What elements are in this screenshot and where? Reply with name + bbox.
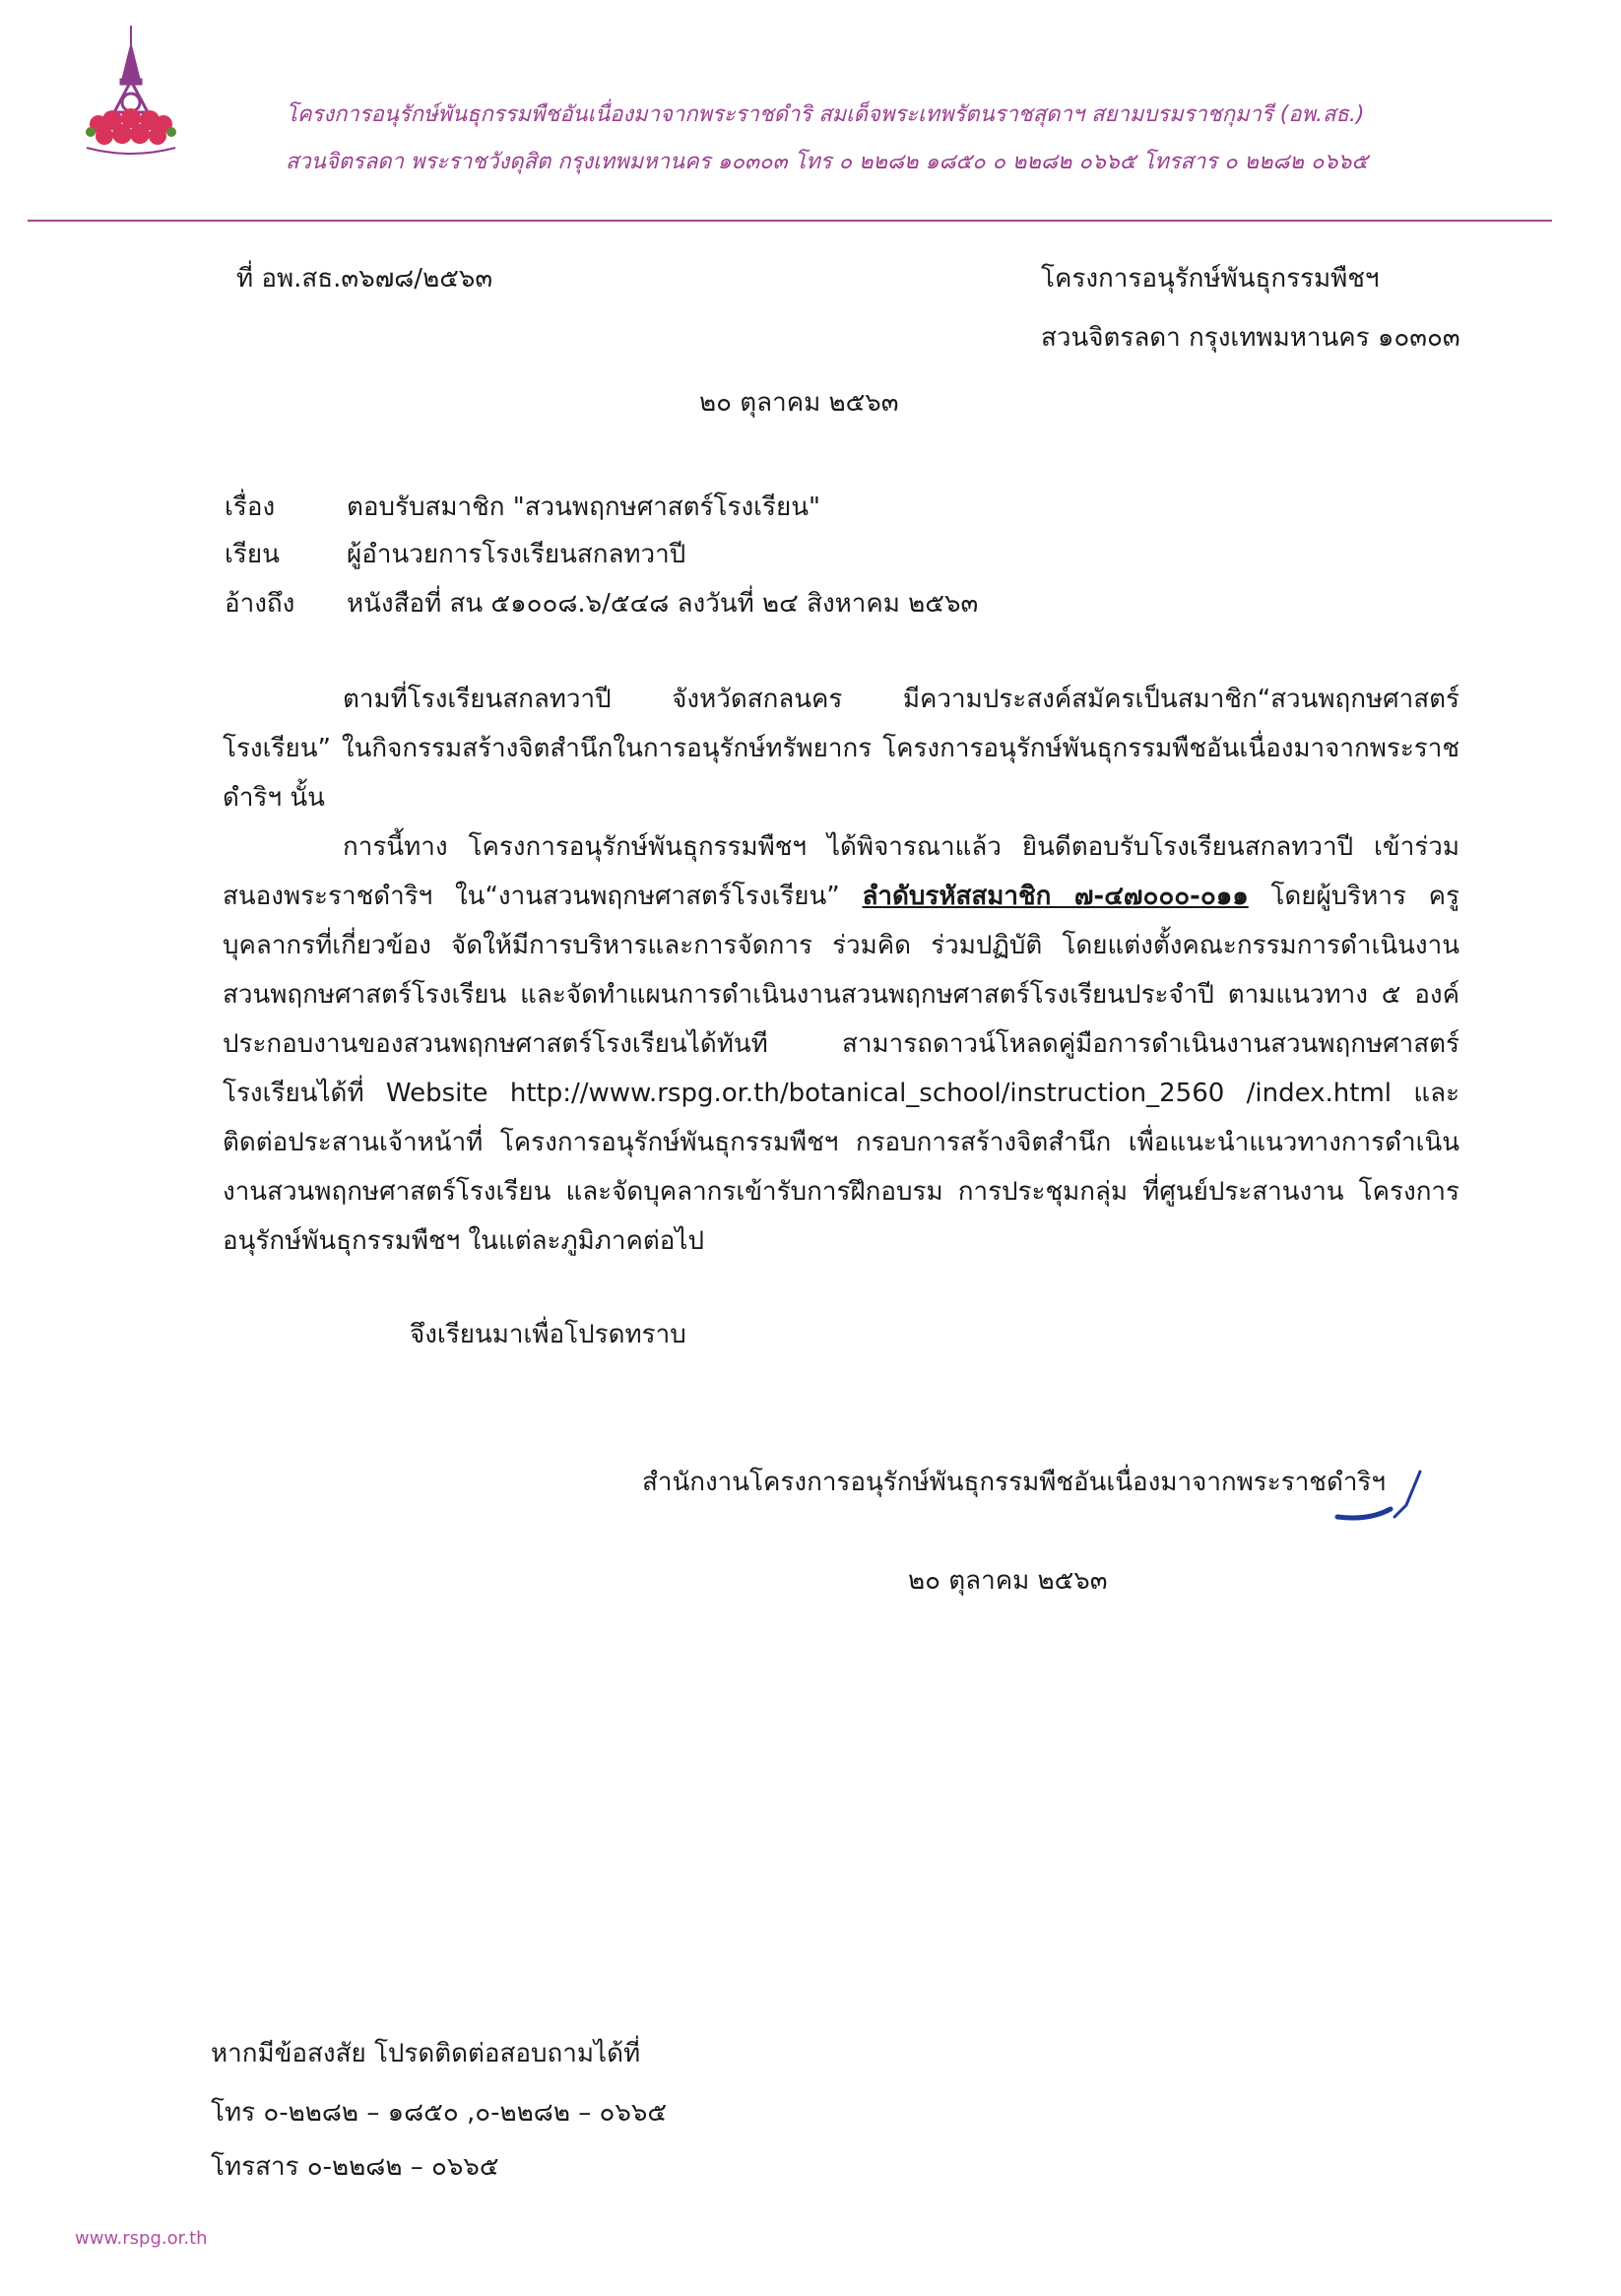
signature-mark-icon (1329, 1466, 1428, 1535)
signature-office: สำนักงานโครงการอนุรักษ์พันธุกรรมพืชอันเนื่องมาจากพระราชดำริฯ (642, 1468, 1386, 1497)
letterhead-divider (28, 220, 1552, 222)
closing-line: จึงเรียนมาเพื่อโปรดทราบ (410, 1320, 686, 1349)
subject-label: เรื่อง (225, 492, 276, 522)
reference-label: อ้างถึง (225, 589, 295, 619)
contact-heading: หากมีข้อสงสัย โปรดติดต่อสอบถามได้ที่ (211, 2039, 641, 2068)
body-paragraph-1: ตามที่โรงเรียนสกลทวาปี จังหวัดสกลนคร มีความประสงค์สมัครเป็นสมาชิก“สวนพฤกษศาสตร์โรงเรียน” ในกิจกรรมสร้างจิตสำนึกในการอนุรักษ์ทรัพยากร โครงการอนุรักษ์พันธุกรรมพืชอันเนื่องมาจากพระราชดำริฯ นั้น (223, 685, 1459, 813)
footer-website: www.rspg.or.th (75, 2228, 208, 2249)
body-paragraph-2-rest: โดยผู้บริหาร ครู บุคลากรที่เกี่ยวข้อง จัดให้มีการบริหารและการจัดการ ร่วมคิด ร่วมปฏิบัติ โดยแต่งตั้งคณะกรรมการดำเนินงานสวนพฤกษศาสตร์โรงเรียน และจัดทำแผนการดำเนินงานสวนพฤกษศาสตร์โรงเรียนประจำปี ตามแนวทาง ๕ องค์ประกอบงานของสวนพฤกษศาสตร์โรงเรียนได้ทันที สามารถดาวน์โหลดคู่มือการดำเนินงานสวนพฤกษศาสตร์โรงเรียนได้ที่ Website http://www.rspg.or.th/botanical_school/instruction_2560 /index.html และติดต่อประสานเจ้าหน้าที่ โครงการอนุรักษ์พันธุกรรมพืชฯ กรอบการสร้างจิตสำนึก เพื่อแนะนำแนวทางการดำเนินงานสวนพฤกษศาสตร์โรงเรียน และจัดบุคลากรเข้ารับการฝึกอบรม การประชุมกลุ่ม ที่ศูนย์ประสานงาน โครงการอนุรักษ์พันธุกรรมพืชฯ ในแต่ละภูมิภาคต่อไป (223, 882, 1460, 1256)
recipient-value: ผู้อำนวยการโรงเรียนสกลทวาปี (347, 540, 686, 569)
member-code: ลำดับรหัสสมาชิก ๗-๔๗๐๐๐-๐๑๑ (862, 882, 1249, 911)
subject-value: ตอบรับสมาชิก "สวนพฤกษศาสตร์โรงเรียน" (347, 492, 820, 522)
contact-telephone: โทร ๐-๒๒๘๒ – ๑๘๕๐ ,๐-๒๒๘๒ – ๐๖๖๕ (211, 2098, 668, 2128)
body-paragraph-2-intro: การนี้ทาง โครงการอนุรักษ์พันธุกรรมพืชฯ ได้พิจารณาแล้ว ยินดีตอบรับโรงเรียนสกลทวาปี เข้าร่วมสนองพระราชดำริฯ ใน“งานสวนพฤกษศาสตร์โรงเรียน” (223, 832, 1459, 911)
body-paragraph-2 (223, 822, 1459, 1266)
contact-fax: โทรสาร ๐-๒๒๘๒ – ๐๖๖๕ (211, 2152, 499, 2182)
rspg-emblem-icon (77, 22, 185, 169)
recipient-label: เรียน (225, 540, 280, 569)
reference-value: หนังสือที่ สน ๕๑๐๐๘.๖/๕๔๘ ลงวันที่ ๒๔ สิงหาคม ๒๕๖๓ (347, 589, 979, 619)
sender-org-name: โครงการอนุรักษ์พันธุกรรมพืชฯ (1041, 264, 1380, 294)
letter-date: ๒๐ ตุลาคม ๒๕๖๓ (699, 388, 899, 418)
signature-date: ๒๐ ตุลาคม ๒๕๖๓ (908, 1566, 1108, 1596)
letterhead-address: สวนจิตรลดา พระราชวังดุสิต กรุงเทพมหานคร ๑๐๓๐๓ โทร ๐ ๒๒๘๒ ๑๘๕๐ ๐ ๒๒๘๒ ๐๖๖๕ โทรสาร ๐ ๒๒๘๒ ๐๖๖๕ (286, 150, 1369, 174)
sender-org-address: สวนจิตรลดา กรุงเทพมหานคร ๑๐๓๐๓ (1041, 323, 1460, 353)
document-number: ที่ อพ.สธ.๓๖๗๘/๒๕๖๓ (236, 264, 493, 294)
letterhead-project-name: โครงการอนุรักษ์พันธุกรรมพืชอันเนื่องมาจากพระราชดำริ สมเด็จพระเทพรัตนราชสุดาฯ สยามบรมราชกุมารี (อพ.สธ.) (286, 102, 1365, 127)
